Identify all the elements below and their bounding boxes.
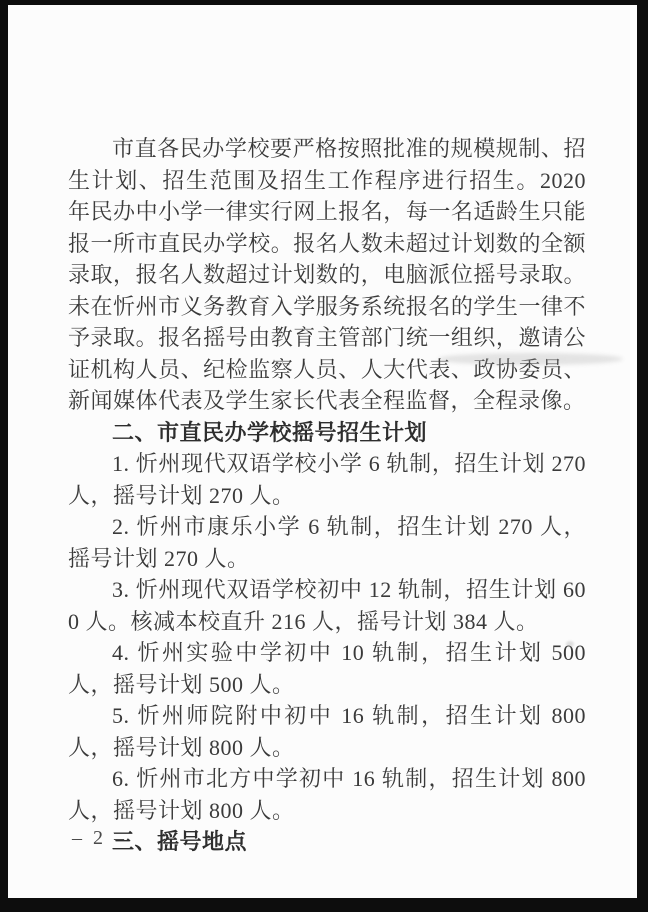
plan-item-4: 4. 忻州实验中学初中 10 轨制，招生计划 500 人，摇号计划 500 人。 [68,640,586,697]
plan-item-3: 3. 忻州现代双语学校初中 12 轨制，招生计划 600 人。核减本校直升 216 人，摇号计划 384 人。 [68,577,586,634]
plan-item-5: 5. 忻州师院附中初中 16 轨制，招生计划 800 人，摇号计划 800 人。 [68,703,586,760]
document-page [8,5,637,898]
page-number: – 2 – [72,827,127,849]
plan-item-1: 1. 忻州现代双语学校小学 6 轨制，招生计划 270 人，摇号计划 270 人。 [68,451,586,508]
plan-item-6: 6. 忻州市北方中学初中 16 轨制，招生计划 800 人，摇号计划 800 人。 [68,766,586,823]
section2-heading: 二、市直民办学校摇号招生计划 [112,419,428,445]
section3-heading: 三、摇号地点 [112,829,248,854]
plan-item-2: 2. 忻州市康乐小学 6 轨制，招生计划 270 人，摇号计划 270 人。 [68,514,586,571]
document-content [68,133,586,858]
intro-paragraph: 市直各民办学校要严格按照批准的规模规制、招生计划、招生范围及招生工作程序进行招生。2020 年民办中小学一律实行网上报名，每一名适龄生只能报一所市直民办学校。报名人数未超过计划数的全额录取，报名人数超过计划数的，电脑派位摇号录取。未在忻州市义务教育入学服务系统报名的学生一律不予录取。报名摇号由教育主管部门统一组织，邀请公证机构人员、纪检监察人员、人大代表、政协委员、新闻媒体代表及学生家长代表全程监督，全程录像。 [68,136,586,413]
